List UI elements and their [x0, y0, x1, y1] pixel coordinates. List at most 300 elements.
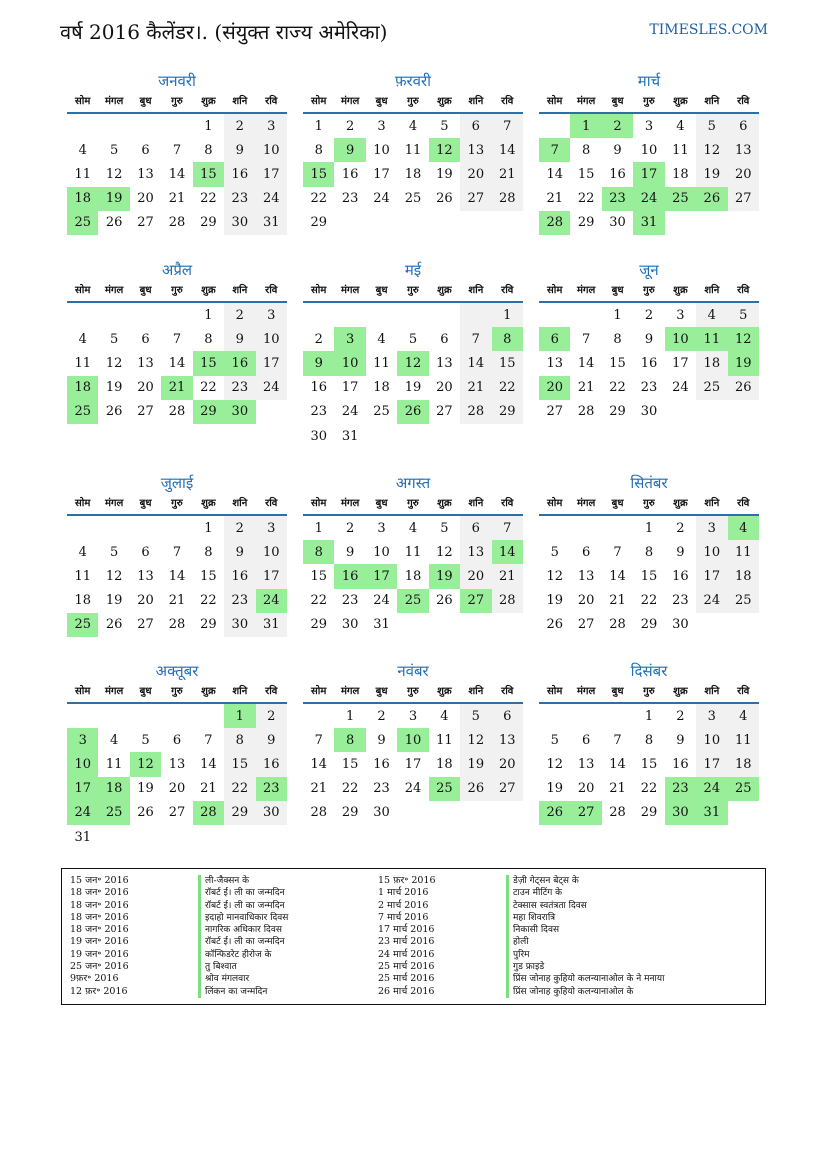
day-cell[interactable]: 20 — [460, 162, 491, 186]
day-cell[interactable]: 3 — [696, 516, 727, 540]
day-cell[interactable]: 13 — [577, 568, 595, 584]
day-cell[interactable]: 5 — [728, 303, 759, 327]
day-cell[interactable]: 17 — [696, 752, 727, 776]
day-cell[interactable]: 7 — [581, 331, 591, 347]
day-cell[interactable]: 30 — [665, 801, 696, 825]
day-cell[interactable]: 8 — [204, 331, 213, 347]
day-cell[interactable]: 20 — [492, 752, 523, 776]
day-cell[interactable]: 9 — [303, 351, 334, 375]
day-cell[interactable]: 30 — [310, 428, 327, 444]
day-cell[interactable]: 26 — [105, 404, 123, 420]
day-cell[interactable]: 18 — [67, 187, 98, 211]
day-cell[interactable]: 16 — [224, 351, 255, 375]
day-cell[interactable]: 26 — [397, 400, 428, 424]
day-cell[interactable]: 28 — [168, 215, 186, 231]
day-cell[interactable]: 21 — [168, 191, 186, 207]
day-cell[interactable]: 23 — [665, 777, 696, 801]
day-cell[interactable]: 6 — [460, 516, 491, 540]
day-cell[interactable]: 24 — [373, 593, 390, 609]
day-cell[interactable]: 24 — [341, 404, 359, 420]
day-cell[interactable]: 11 — [74, 568, 91, 584]
day-cell[interactable]: 9 — [256, 728, 287, 752]
day-cell[interactable]: 2 — [224, 114, 255, 138]
day-cell[interactable]: 4 — [728, 516, 759, 540]
day-cell[interactable]: 29 — [310, 617, 327, 633]
day-cell[interactable]: 20 — [460, 564, 491, 588]
day-cell[interactable]: 4 — [676, 118, 685, 134]
day-cell[interactable]: 13 — [460, 540, 491, 564]
day-cell[interactable]: 12 — [460, 728, 491, 752]
day-cell[interactable]: 27 — [570, 801, 601, 825]
day-cell[interactable]: 24 — [404, 781, 422, 797]
day-cell[interactable]: 29 — [193, 400, 224, 424]
day-cell[interactable]: 22 — [200, 593, 217, 609]
day-cell[interactable]: 18 — [74, 593, 91, 609]
day-cell[interactable]: 18 — [404, 166, 422, 182]
day-cell[interactable]: 30 — [224, 613, 255, 637]
day-cell[interactable]: 10 — [256, 138, 287, 162]
day-cell[interactable]: 4 — [78, 142, 87, 158]
day-cell[interactable]: 14 — [546, 166, 563, 182]
day-cell[interactable]: 18 — [373, 380, 390, 396]
day-cell[interactable]: 6 — [141, 544, 150, 560]
day-cell[interactable]: 30 — [640, 404, 658, 420]
day-cell[interactable]: 23 — [224, 589, 255, 613]
day-cell[interactable]: 20 — [137, 191, 154, 207]
day-cell[interactable]: 25 — [373, 404, 390, 420]
day-cell[interactable]: 6 — [141, 142, 150, 158]
day-cell[interactable]: 20 — [539, 376, 570, 400]
day-cell[interactable]: 21 — [200, 781, 217, 797]
day-cell[interactable]: 14 — [168, 355, 186, 371]
day-cell[interactable]: 17 — [672, 355, 689, 371]
day-cell[interactable]: 20 — [137, 380, 154, 396]
day-cell[interactable]: 20 — [436, 380, 453, 396]
day-cell[interactable]: 23 — [640, 380, 658, 396]
day-cell[interactable]: 16 — [224, 162, 255, 186]
day-cell[interactable]: 27 — [436, 404, 453, 420]
day-cell[interactable]: 22 — [640, 593, 658, 609]
day-cell[interactable]: 2 — [377, 708, 386, 724]
day-cell[interactable]: 2 — [314, 331, 323, 347]
day-cell[interactable]: 28 — [460, 400, 491, 424]
day-cell[interactable]: 15 — [303, 162, 334, 186]
day-cell[interactable]: 13 — [168, 756, 186, 772]
day-cell[interactable]: 27 — [546, 404, 563, 420]
day-cell[interactable]: 28 — [539, 211, 570, 235]
day-cell[interactable]: 6 — [440, 331, 449, 347]
day-cell[interactable]: 27 — [728, 187, 759, 211]
day-cell[interactable]: 29 — [577, 215, 595, 231]
day-cell[interactable]: 21 — [609, 781, 626, 797]
day-cell[interactable]: 13 — [546, 355, 563, 371]
day-cell[interactable]: 19 — [105, 593, 123, 609]
day-cell[interactable]: 21 — [161, 376, 192, 400]
day-cell[interactable]: 24 — [67, 801, 98, 825]
day-cell[interactable]: 13 — [137, 568, 154, 584]
day-cell[interactable]: 8 — [492, 327, 523, 351]
day-cell[interactable]: 11 — [74, 355, 91, 371]
day-cell[interactable]: 19 — [137, 781, 154, 797]
day-cell[interactable]: 14 — [168, 568, 186, 584]
day-cell[interactable]: 20 — [168, 781, 186, 797]
day-cell[interactable]: 11 — [404, 544, 422, 560]
day-cell[interactable]: 29 — [341, 805, 359, 821]
day-cell[interactable]: 8 — [613, 331, 622, 347]
day-cell[interactable]: 11 — [404, 142, 422, 158]
day-cell[interactable]: 29 — [224, 801, 255, 825]
day-cell[interactable]: 7 — [613, 544, 622, 560]
day-cell[interactable]: 5 — [109, 142, 119, 158]
day-cell[interactable]: 1 — [314, 520, 323, 536]
day-cell[interactable]: 18 — [728, 564, 759, 588]
day-cell[interactable]: 27 — [577, 617, 595, 633]
day-cell[interactable]: 21 — [168, 593, 186, 609]
day-cell[interactable]: 6 — [539, 327, 570, 351]
day-cell[interactable]: 23 — [224, 376, 255, 400]
day-cell[interactable]: 29 — [640, 617, 658, 633]
day-cell[interactable]: 11 — [436, 732, 453, 748]
day-cell[interactable]: 21 — [492, 564, 523, 588]
day-cell[interactable]: 28 — [492, 589, 523, 613]
day-cell[interactable]: 12 — [105, 568, 123, 584]
day-cell[interactable]: 6 — [581, 732, 591, 748]
day-cell[interactable]: 10 — [665, 327, 696, 351]
day-cell[interactable]: 15 — [577, 166, 595, 182]
day-cell[interactable]: 4 — [78, 544, 87, 560]
day-cell[interactable]: 15 — [341, 756, 359, 772]
day-cell[interactable]: 4 — [728, 704, 759, 728]
day-cell[interactable]: 3 — [256, 303, 287, 327]
day-cell[interactable]: 29 — [609, 404, 626, 420]
day-cell[interactable]: 6 — [460, 114, 491, 138]
day-cell[interactable]: 31 — [373, 617, 390, 633]
day-cell[interactable]: 21 — [460, 376, 491, 400]
day-cell[interactable]: 17 — [67, 777, 98, 801]
day-cell[interactable]: 4 — [78, 331, 87, 347]
day-cell[interactable]: 23 — [341, 191, 359, 207]
day-cell[interactable]: 25 — [728, 589, 759, 613]
day-cell[interactable]: 26 — [728, 376, 759, 400]
day-cell[interactable]: 24 — [256, 187, 287, 211]
day-cell[interactable]: 12 — [728, 327, 759, 351]
day-cell[interactable]: 8 — [303, 540, 334, 564]
day-cell[interactable]: 7 — [492, 516, 523, 540]
day-cell[interactable]: 24 — [696, 589, 727, 613]
day-cell[interactable]: 22 — [577, 191, 595, 207]
day-cell[interactable]: 5 — [408, 331, 418, 347]
day-cell[interactable]: 17 — [404, 756, 422, 772]
day-cell[interactable]: 25 — [665, 187, 696, 211]
day-cell[interactable]: 14 — [492, 138, 523, 162]
day-cell[interactable]: 10 — [696, 728, 727, 752]
day-cell[interactable]: 28 — [168, 617, 186, 633]
day-cell[interactable]: 10 — [397, 728, 428, 752]
day-cell[interactable]: 26 — [539, 801, 570, 825]
day-cell[interactable]: 26 — [696, 187, 727, 211]
day-cell[interactable]: 31 — [256, 211, 287, 235]
day-cell[interactable]: 18 — [436, 756, 453, 772]
day-cell[interactable]: 13 — [728, 138, 759, 162]
day-cell[interactable]: 9 — [676, 732, 685, 748]
day-cell[interactable]: 6 — [581, 544, 591, 560]
day-cell[interactable]: 20 — [137, 593, 154, 609]
day-cell[interactable]: 7 — [539, 138, 570, 162]
day-cell[interactable]: 7 — [492, 114, 523, 138]
day-cell[interactable]: 5 — [440, 520, 449, 536]
day-cell[interactable]: 15 — [224, 752, 255, 776]
day-cell[interactable]: 2 — [345, 118, 355, 134]
day-cell[interactable]: 6 — [141, 331, 150, 347]
day-cell[interactable]: 2 — [676, 520, 685, 536]
day-cell[interactable]: 5 — [550, 732, 559, 748]
day-cell[interactable]: 12 — [397, 351, 428, 375]
day-cell[interactable]: 19 — [404, 380, 422, 396]
day-cell[interactable]: 16 — [373, 756, 390, 772]
day-cell[interactable]: 17 — [341, 380, 359, 396]
day-cell[interactable]: 26 — [105, 215, 123, 231]
day-cell[interactable]: 25 — [397, 589, 428, 613]
day-cell[interactable]: 2 — [256, 704, 287, 728]
day-cell[interactable]: 15 — [640, 756, 658, 772]
day-cell[interactable]: 14 — [168, 166, 186, 182]
day-cell[interactable]: 3 — [67, 728, 98, 752]
day-cell[interactable]: 25 — [728, 777, 759, 801]
day-cell[interactable]: 7 — [172, 142, 182, 158]
day-cell[interactable]: 22 — [609, 380, 626, 396]
day-cell[interactable]: 14 — [577, 355, 595, 371]
day-cell[interactable]: 30 — [341, 617, 359, 633]
day-cell[interactable]: 1 — [204, 307, 213, 323]
day-cell[interactable]: 14 — [609, 568, 626, 584]
day-cell[interactable]: 11 — [373, 355, 390, 371]
day-cell[interactable]: 13 — [137, 166, 154, 182]
day-cell[interactable]: 10 — [696, 540, 727, 564]
day-cell[interactable]: 25 — [696, 376, 727, 400]
day-cell[interactable]: 23 — [256, 777, 287, 801]
day-cell[interactable]: 25 — [98, 801, 129, 825]
day-cell[interactable]: 26 — [436, 191, 453, 207]
day-cell[interactable]: 12 — [546, 568, 563, 584]
day-cell[interactable]: 21 — [310, 781, 327, 797]
day-cell[interactable]: 2 — [345, 520, 355, 536]
day-cell[interactable]: 11 — [105, 756, 123, 772]
day-cell[interactable]: 4 — [440, 708, 449, 724]
day-cell[interactable]: 1 — [644, 520, 654, 536]
day-cell[interactable]: 5 — [109, 331, 119, 347]
day-cell[interactable]: 25 — [67, 211, 98, 235]
day-cell[interactable]: 23 — [310, 404, 327, 420]
day-cell[interactable]: 31 — [74, 829, 91, 845]
day-cell[interactable]: 8 — [314, 142, 323, 158]
day-cell[interactable]: 28 — [609, 805, 626, 821]
day-cell[interactable]: 19 — [546, 781, 563, 797]
day-cell[interactable]: 17 — [696, 564, 727, 588]
day-cell[interactable]: 16 — [334, 564, 365, 588]
day-cell[interactable]: 28 — [577, 404, 595, 420]
day-cell[interactable]: 12 — [130, 752, 161, 776]
day-cell[interactable]: 4 — [696, 303, 727, 327]
day-cell[interactable]: 22 — [310, 191, 327, 207]
day-cell[interactable]: 3 — [696, 704, 727, 728]
day-cell[interactable]: 1 — [644, 708, 654, 724]
day-cell[interactable]: 8 — [334, 728, 365, 752]
day-cell[interactable]: 7 — [172, 331, 182, 347]
day-cell[interactable]: 20 — [577, 781, 595, 797]
day-cell[interactable]: 7 — [172, 544, 182, 560]
day-cell[interactable]: 22 — [200, 191, 217, 207]
day-cell[interactable]: 15 — [200, 568, 217, 584]
day-cell[interactable]: 12 — [546, 756, 563, 772]
day-cell[interactable]: 16 — [672, 756, 689, 772]
day-cell[interactable]: 1 — [613, 307, 622, 323]
day-cell[interactable]: 21 — [577, 380, 595, 396]
day-cell[interactable]: 11 — [728, 728, 759, 752]
day-cell[interactable]: 3 — [676, 307, 685, 323]
day-cell[interactable]: 8 — [581, 142, 591, 158]
day-cell[interactable]: 1 — [204, 520, 213, 536]
day-cell[interactable]: 16 — [256, 752, 287, 776]
day-cell[interactable]: 31 — [256, 613, 287, 637]
day-cell[interactable]: 2 — [644, 307, 654, 323]
day-cell[interactable]: 8 — [204, 142, 213, 158]
day-cell[interactable]: 19 — [460, 752, 491, 776]
day-cell[interactable]: 14 — [609, 756, 626, 772]
day-cell[interactable]: 11 — [696, 327, 727, 351]
day-cell[interactable]: 19 — [728, 351, 759, 375]
day-cell[interactable]: 1 — [345, 708, 355, 724]
day-cell[interactable]: 10 — [256, 540, 287, 564]
day-cell[interactable]: 8 — [224, 728, 255, 752]
day-cell[interactable]: 9 — [676, 544, 685, 560]
day-cell[interactable]: 26 — [546, 617, 563, 633]
day-cell[interactable]: 29 — [492, 400, 523, 424]
day-cell[interactable]: 13 — [460, 138, 491, 162]
day-cell[interactable]: 27 — [460, 187, 491, 211]
day-cell[interactable]: 10 — [373, 544, 390, 560]
day-cell[interactable]: 15 — [492, 351, 523, 375]
day-cell[interactable]: 19 — [696, 162, 727, 186]
day-cell[interactable]: 11 — [74, 166, 91, 182]
day-cell[interactable]: 5 — [141, 732, 150, 748]
day-cell[interactable]: 30 — [609, 215, 626, 231]
day-cell[interactable]: 13 — [492, 728, 523, 752]
day-cell[interactable]: 25 — [67, 400, 98, 424]
day-cell[interactable]: 14 — [200, 756, 217, 772]
day-cell[interactable]: 20 — [728, 162, 759, 186]
day-cell[interactable]: 7 — [460, 327, 491, 351]
day-cell[interactable]: 30 — [672, 617, 689, 633]
day-cell[interactable]: 19 — [429, 564, 460, 588]
day-cell[interactable]: 16 — [224, 564, 255, 588]
day-cell[interactable]: 19 — [546, 593, 563, 609]
day-cell[interactable]: 18 — [696, 351, 727, 375]
day-cell[interactable]: 14 — [460, 351, 491, 375]
day-cell[interactable]: 22 — [200, 380, 217, 396]
day-cell[interactable]: 31 — [341, 428, 359, 444]
day-cell[interactable]: 3 — [377, 118, 386, 134]
day-cell[interactable]: 17 — [256, 351, 287, 375]
day-cell[interactable]: 13 — [137, 355, 154, 371]
day-cell[interactable]: 10 — [67, 752, 98, 776]
day-cell[interactable]: 1 — [492, 303, 523, 327]
day-cell[interactable]: 18 — [672, 166, 689, 182]
day-cell[interactable]: 5 — [550, 544, 559, 560]
day-cell[interactable]: 1 — [224, 704, 255, 728]
day-cell[interactable]: 15 — [640, 568, 658, 584]
day-cell[interactable]: 10 — [334, 351, 365, 375]
day-cell[interactable]: 10 — [640, 142, 658, 158]
day-cell[interactable]: 3 — [256, 516, 287, 540]
day-cell[interactable]: 1 — [570, 114, 601, 138]
day-cell[interactable]: 8 — [644, 732, 654, 748]
day-cell[interactable]: 22 — [224, 777, 255, 801]
day-cell[interactable]: 9 — [224, 327, 255, 351]
day-cell[interactable]: 22 — [341, 781, 359, 797]
day-cell[interactable]: 22 — [310, 593, 327, 609]
day-cell[interactable]: 28 — [310, 805, 327, 821]
day-cell[interactable]: 12 — [105, 355, 123, 371]
day-cell[interactable]: 17 — [633, 162, 664, 186]
day-cell[interactable]: 3 — [408, 708, 418, 724]
day-cell[interactable]: 29 — [310, 215, 327, 231]
site-name[interactable]: TIMESLES.COM — [649, 22, 768, 38]
day-cell[interactable]: 9 — [224, 138, 255, 162]
day-cell[interactable]: 11 — [728, 540, 759, 564]
day-cell[interactable]: 30 — [224, 211, 255, 235]
day-cell[interactable]: 23 — [602, 187, 633, 211]
day-cell[interactable]: 1 — [314, 118, 323, 134]
day-cell[interactable]: 21 — [546, 191, 563, 207]
day-cell[interactable]: 23 — [224, 187, 255, 211]
day-cell[interactable]: 10 — [373, 142, 390, 158]
day-cell[interactable]: 24 — [696, 777, 727, 801]
day-cell[interactable]: 28 — [492, 187, 523, 211]
day-cell[interactable]: 6 — [728, 114, 759, 138]
day-cell[interactable]: 24 — [256, 589, 287, 613]
day-cell[interactable]: 18 — [67, 376, 98, 400]
day-cell[interactable]: 4 — [408, 118, 418, 134]
day-cell[interactable]: 16 — [341, 166, 359, 182]
day-cell[interactable]: 26 — [105, 617, 123, 633]
day-cell[interactable]: 13 — [577, 756, 595, 772]
day-cell[interactable]: 30 — [373, 805, 390, 821]
day-cell[interactable]: 2 — [224, 516, 255, 540]
day-cell[interactable]: 14 — [492, 540, 523, 564]
day-cell[interactable]: 26 — [460, 777, 491, 801]
day-cell[interactable]: 3 — [644, 118, 654, 134]
day-cell[interactable]: 5 — [109, 544, 119, 560]
day-cell[interactable]: 18 — [98, 777, 129, 801]
day-cell[interactable]: 28 — [193, 801, 224, 825]
day-cell[interactable]: 25 — [429, 777, 460, 801]
day-cell[interactable]: 1 — [204, 118, 213, 134]
day-cell[interactable]: 11 — [672, 142, 689, 158]
day-cell[interactable]: 16 — [672, 568, 689, 584]
day-cell[interactable]: 3 — [256, 114, 287, 138]
day-cell[interactable]: 17 — [256, 564, 287, 588]
day-cell[interactable]: 29 — [200, 617, 217, 633]
day-cell[interactable]: 23 — [341, 593, 359, 609]
day-cell[interactable]: 17 — [366, 564, 397, 588]
day-cell[interactable]: 23 — [672, 593, 689, 609]
day-cell[interactable]: 12 — [436, 544, 453, 560]
day-cell[interactable]: 19 — [98, 187, 129, 211]
day-cell[interactable]: 5 — [440, 118, 449, 134]
day-cell[interactable]: 5 — [696, 114, 727, 138]
day-cell[interactable]: 12 — [105, 166, 123, 182]
day-cell[interactable]: 5 — [460, 704, 491, 728]
